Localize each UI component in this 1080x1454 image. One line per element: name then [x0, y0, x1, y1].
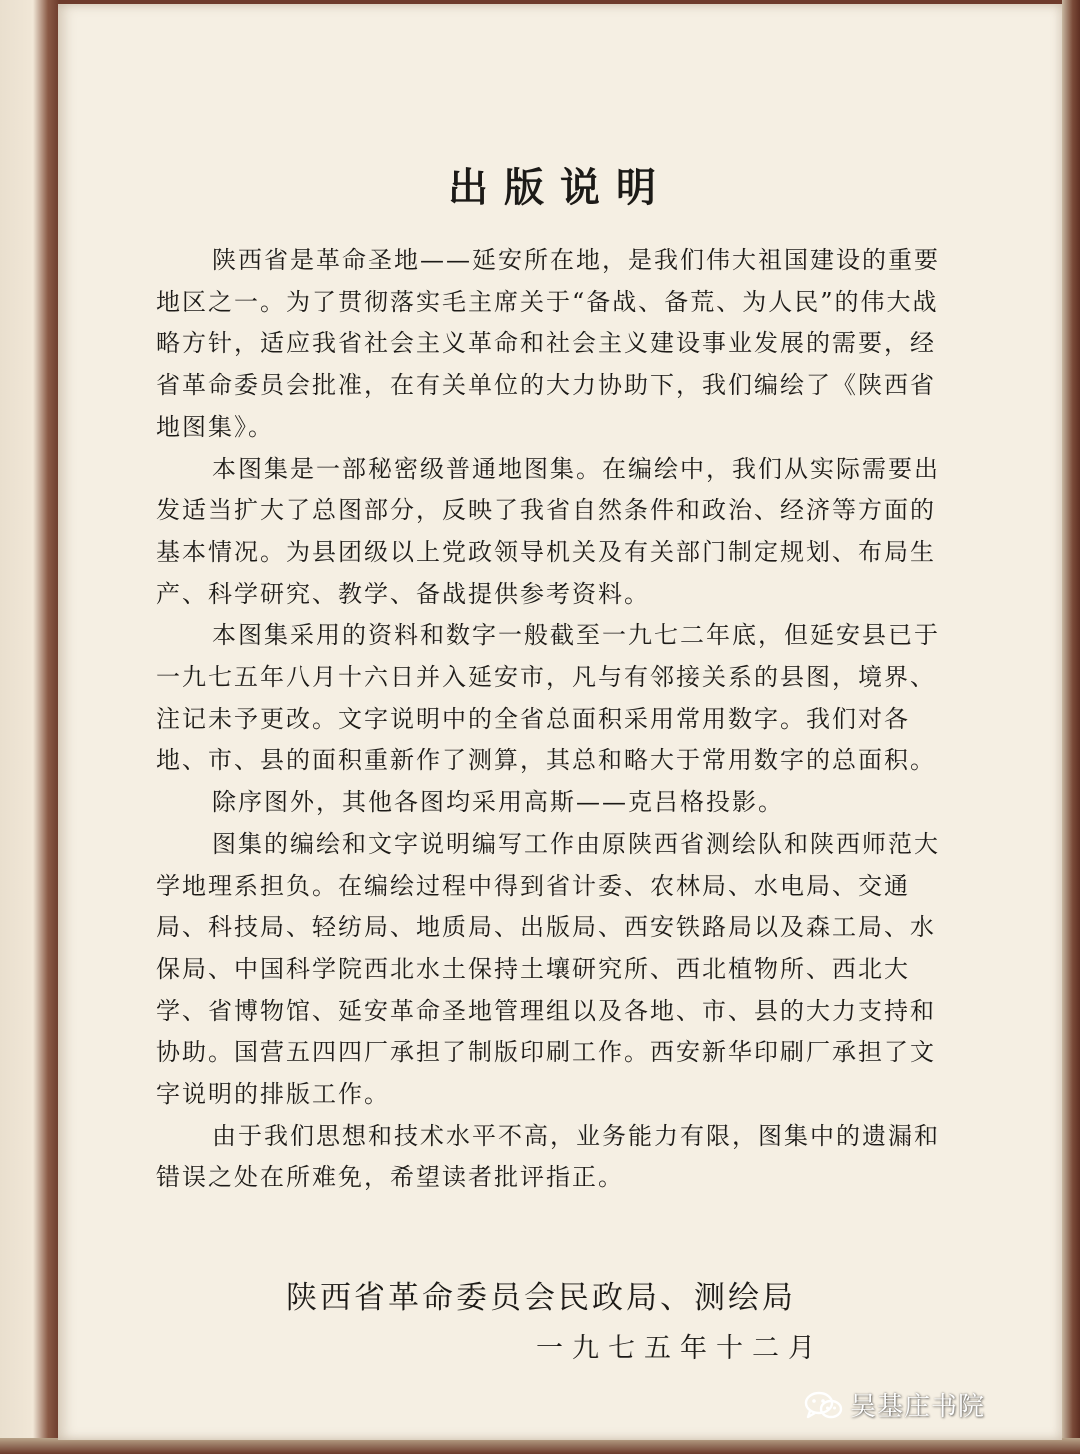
signature-organization: 陕西省革命委员会民政局、测绘局 [286, 1280, 796, 1316]
paragraph-6: 由于我们思想和技术水平不高，业务能力有限，图集中的遗漏和错误之处在所难免，希望读者批评指正。 [156, 1121, 940, 1192]
book-cover-bottom-edge [0, 1438, 1080, 1454]
paragraph-3: 本图集采用的资料和数字一般截至一九七二年底，但延安县已于一九七五年八月十六日并入延安市，凡与有邻接关系的县图，境界、注记未予更改。文字说明中的全省总面积采用常用数字。我们对各地、市、县的面积重新作了测算，其总和略大于常用数字的总面积。 [156, 621, 940, 775]
paragraph-4: 除序图外，其他各图均采用高斯——克吕格投影。 [212, 788, 784, 817]
watermark-text: 吴基庄书院 [850, 1392, 986, 1422]
paragraph-2: 本图集是一部秘密级普通地图集。在编绘中，我们从实际需要出发适当扩大了总图部分，反映了我省自然条件和政治、经济等方面的基本情况。为县团级以上党政领导机关及有关部门制定规划、布局生产、科学研究、教学、备战提供参考资料。 [156, 454, 940, 608]
wechat-icon [804, 1390, 844, 1420]
book-spine-left-edge [0, 0, 60, 1454]
signature-date: 一九七五年十二月 [536, 1333, 824, 1364]
page-title: 出版说明 [448, 165, 672, 211]
book-page [58, 4, 1062, 1440]
paragraph-1: 陕西省是革命圣地——延安所在地，是我们伟大祖国建设的重要地区之一。为了贯彻落实毛主席关于“备战、备荒、为人民”的伟大战略方针，适应我省社会主义革命和社会主义建设事业发展的需要，经省革命委员会批准，在有关单位的大力协助下，我们编绘了《陕西省地图集》。 [156, 246, 940, 441]
watermark [804, 1386, 985, 1423]
page-body [156, 240, 946, 1199]
book-cover-right-edge [1062, 0, 1080, 1454]
paragraph-5: 图集的编绘和文字说明编写工作由原陕西省测绘队和陕西师范大学地理系担负。在编绘过程中得到省计委、农林局、水电局、交通局、科技局、轻纺局、地质局、出版局、西安铁路局以及森工局、水保局、中国科学院西北水土保持土壤研究所、西北植物所、西北大学、省博物馆、延安革命圣地管理组以及各地、市、县的大力支持和协助。国营五四四厂承担了制版印刷工作。西安新华印刷厂承担了文字说明的排版工作。 [156, 829, 940, 1109]
